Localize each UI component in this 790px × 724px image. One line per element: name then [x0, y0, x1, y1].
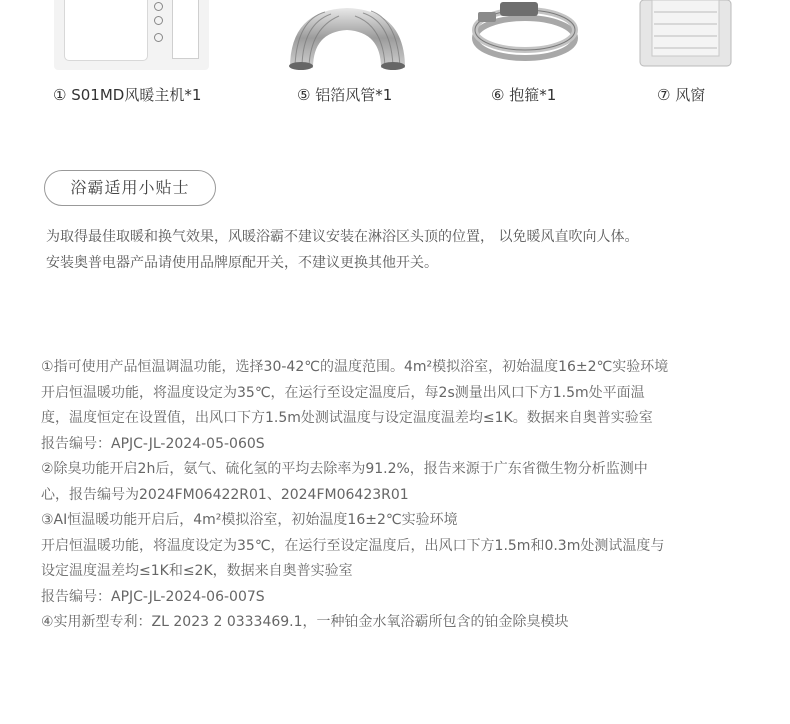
- footnote-line: 心，报告编号为2024FM06422R01、2024FM06423R01: [41, 486, 409, 503]
- vent-window-image: [638, 0, 733, 68]
- footnote-line: 报告编号：APJC-JL-2024-05-060S: [41, 435, 265, 452]
- footnotes: [41, 355, 761, 636]
- aluminum-duct-image: [285, 0, 410, 70]
- tips-title-badge: 浴霸适用小贴士: [44, 170, 216, 206]
- tips-line: 为取得最佳取暖和换气效果，风暖浴霸不建议安装在淋浴区头顶的位置， 以免暖风直吹向人体。: [46, 229, 639, 245]
- footnote-line: ④实用新型专利：ZL 2023 2 0333469.1，一种铂金水氧浴霸所包含的铂金除臭模块: [41, 614, 569, 630]
- product-caption: ⑦ 风窗: [657, 86, 706, 104]
- footnote-line: 度，温度恒定在设置值，出风口下方1.5m处测试温度与设定温度温差均≤1K。数据来自奥普实验室: [41, 410, 653, 426]
- footnote-line: 开启恒温暖功能，将温度设定为35℃，在运行至设定温度后，每2s测量出风口下方1.5m处平面温: [41, 384, 645, 401]
- footnote-line: ②除臭功能开启2h后，氨气、硫化氢的平均去除率为91.2%，报告来源于广东省微生物分析监测中: [41, 461, 648, 477]
- tips-line: 安装奥普电器产品请使用品牌原配开关，不建议更换其他开关。: [46, 255, 438, 271]
- footnote-line: 设定温度温差均≤1K和≤2K，数据来自奥普实验室: [41, 563, 353, 579]
- product-caption: ⑥ 抱箍*1: [491, 86, 557, 104]
- footnote-line: 报告编号：APJC-JL-2024-06-007S: [41, 588, 265, 605]
- footnote-line: ③AI恒温暖功能开启后，4m²模拟浴室，初始温度16±2℃实验环境: [41, 512, 458, 528]
- product-caption: ① S01MD风暖主机*1: [53, 86, 202, 104]
- product-caption: ⑤ 铝箔风管*1: [297, 86, 393, 104]
- footnote-line: 开启恒温暖功能，将温度设定为35℃，在运行至设定温度后，出风口下方1.5m和0.3m处测试温度与: [41, 537, 665, 554]
- footnote-line: ①指可使用产品恒温调温功能，选择30-42℃的温度范围。4m²模拟浴室，初始温度16±2℃实验环境: [41, 359, 669, 375]
- tips-text: [46, 224, 766, 276]
- main-unit-image: [54, 0, 209, 70]
- hose-clamp-image: [470, 0, 580, 65]
